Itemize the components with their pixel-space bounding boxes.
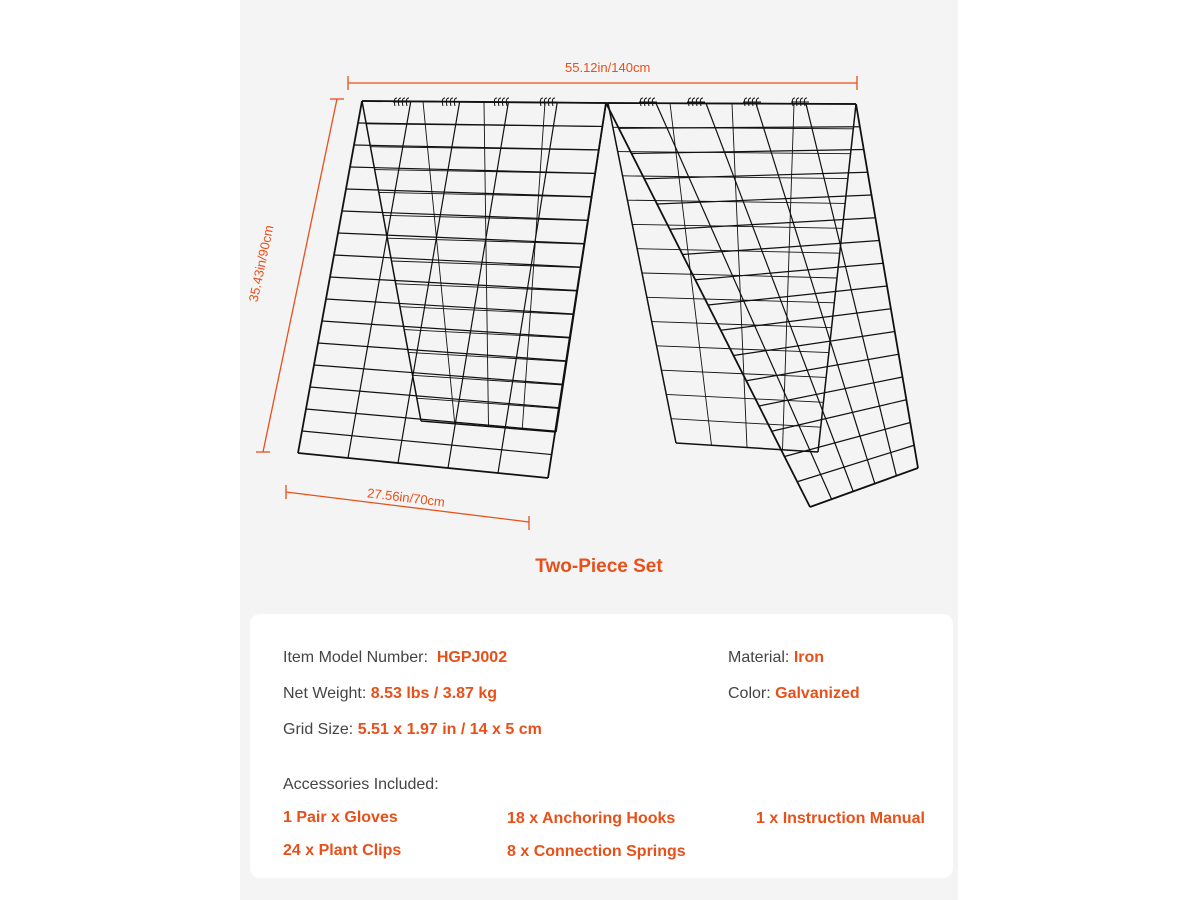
mesh-panels (298, 101, 918, 510)
depth-dimension-label: 27.56in/70cm (366, 485, 446, 510)
grid-size (283, 721, 542, 739)
mesh-wire (302, 431, 552, 455)
net-weight (283, 685, 497, 703)
mesh-wire (772, 400, 907, 432)
color-value: Galvanized (775, 685, 860, 702)
mesh-wire (334, 255, 581, 267)
mesh-wire (670, 218, 876, 230)
mesh-wire (619, 127, 860, 129)
mesh-wire (318, 343, 566, 361)
mesh-wire (695, 263, 883, 280)
material (728, 649, 824, 667)
mesh-wire (310, 387, 559, 408)
mesh-wire (448, 102, 508, 468)
accessory-item: 1 Pair x Gloves (283, 809, 398, 826)
accessory-item: 18 x Anchoring Hooks (507, 810, 676, 827)
model-number-label: Item Model Number: (283, 649, 428, 666)
accessories-title: Accessories Included: (283, 776, 439, 793)
accessory-item: 24 x Plant Clips (283, 842, 402, 859)
dimension-lines (256, 76, 857, 530)
material-label: Material: (728, 649, 790, 666)
mesh-wire (785, 423, 911, 457)
mesh-wire (326, 299, 573, 314)
grid-size-label: Grid Size: (283, 721, 354, 738)
top-hooks (393, 98, 809, 106)
mesh-wire (759, 377, 903, 406)
mesh-wire (330, 277, 577, 291)
width-dimension-label: 55.12in/140cm (565, 60, 651, 75)
mesh-wire (342, 211, 588, 220)
mesh-wire (314, 365, 563, 384)
model-number-value: HGPJ002 (436, 649, 508, 666)
grid-size-value: 5.51 x 1.97 in / 14 x 5 cm (357, 721, 542, 738)
mesh-wire (606, 103, 856, 104)
mesh-wire (358, 123, 602, 126)
net-weight-label: Net Weight: (283, 685, 367, 702)
mesh-wire (298, 453, 548, 478)
mesh-wire (338, 233, 584, 244)
accessory-item: 1 x Instruction Manual (756, 810, 925, 827)
model-number (283, 649, 507, 667)
material-value: Iron (793, 649, 825, 666)
mesh-wire (656, 103, 832, 499)
mesh-wire (348, 101, 411, 458)
mesh-wire (306, 409, 555, 431)
color (728, 685, 860, 703)
mesh-wire (683, 241, 880, 255)
height-dimension-label: 35.43in/90cm (245, 223, 277, 304)
accessory-item: 8 x Connection Springs (507, 843, 686, 860)
mesh-wire (706, 103, 853, 491)
trellis-diagram (240, 0, 958, 600)
section-title: Two-Piece Set (535, 556, 663, 577)
net-weight-value: 8.53 lbs / 3.87 kg (370, 685, 498, 702)
color-label: Color: (728, 685, 771, 702)
